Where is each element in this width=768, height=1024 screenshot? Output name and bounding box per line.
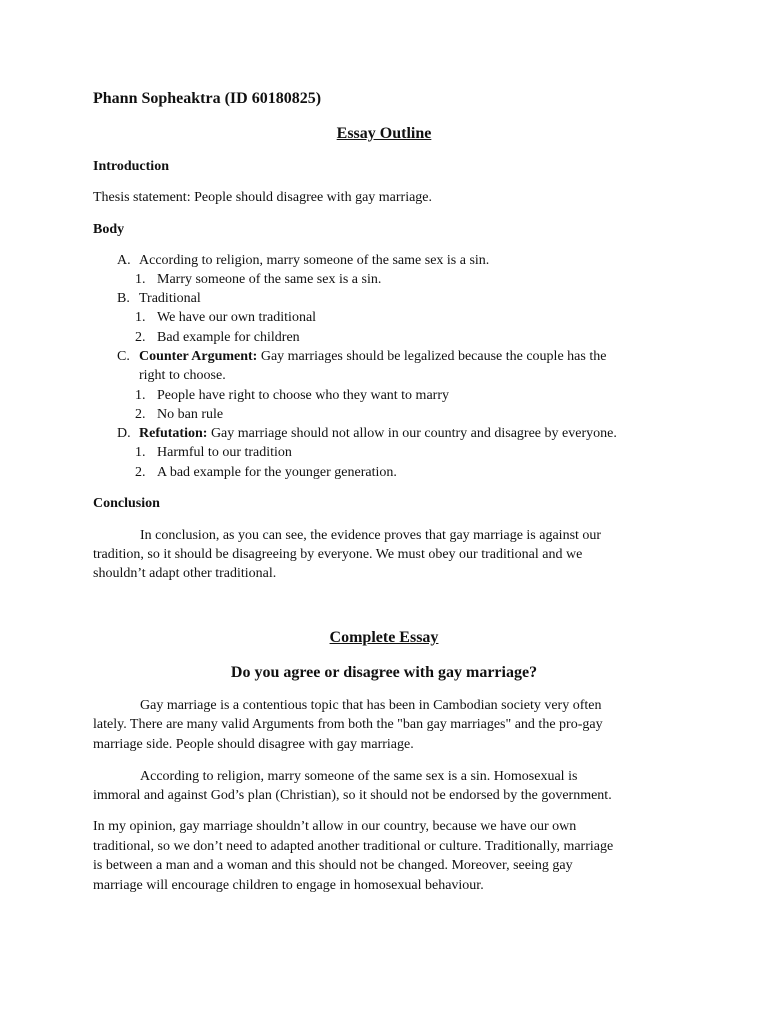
- outline-item-c-sub-2-marker: 2.: [135, 407, 146, 422]
- outline-item-b-sub-2-marker: 2.: [135, 330, 146, 345]
- conclusion-line-1: In conclusion, as you can see, the evidence proves that gay marriage is against our: [140, 528, 602, 543]
- outline-item-d-sub-2-text: A bad example for the younger generation.: [157, 465, 397, 480]
- conclusion-line-2: tradition, so it should be disagreeing by everyone. We must obey our traditional and we: [93, 547, 583, 562]
- outline-item-a-marker: A.: [117, 253, 131, 268]
- outline-item-c-marker: C.: [117, 349, 130, 364]
- essay-paragraph-3-line-2: traditional, so we don’t need to adapted another traditional or culture. Traditionally, marriage: [93, 839, 614, 854]
- essay-paragraph-1-line-3: marriage side. People should disagree with gay marriage.: [93, 737, 414, 752]
- thesis-statement: Thesis statement: People should disagree with gay marriage.: [93, 190, 433, 205]
- outline-item-d-sub-2-marker: 2.: [135, 465, 146, 480]
- outline-item-b-sub-1-marker: 1.: [135, 310, 146, 325]
- outline-item-c-line: [139, 347, 606, 366]
- outline-item-d-sub-1-marker: 1.: [135, 445, 146, 460]
- outline-item-c-sub-1-text: People have right to choose who they want to marry: [157, 388, 449, 403]
- essay-paragraph-1-line-1: Gay marriage is a contentious topic that has been in Cambodian society very often: [140, 698, 602, 713]
- outline-title: Essay Outline: [336, 125, 432, 142]
- outline-item-d-lead: Refutation:: [139, 426, 208, 441]
- outline-item-d-marker: D.: [117, 426, 131, 441]
- essay-paragraph-2-line-2: immoral and against God’s plan (Christian), so it should not be endorsed by the government.: [93, 788, 612, 803]
- outline-item-a-text: According to religion, marry someone of the same sex is a sin.: [139, 253, 490, 268]
- outline-item-b-text: Traditional: [139, 291, 201, 306]
- essay-paragraph-3-line-1: In my opinion, gay marriage shouldn’t allow in our country, because we have our own: [93, 819, 577, 834]
- outline-item-c-text-cont: right to choose.: [139, 368, 226, 383]
- essay-title: Complete Essay: [329, 629, 439, 646]
- essay-paragraph-1-line-2: lately. There are many valid Arguments from both the "ban gay marriages" and the pro-gay: [93, 717, 603, 732]
- essay-question: Do you agree or disagree with gay marriage?: [230, 664, 538, 681]
- outline-item-a-sub-1-text: Marry someone of the same sex is a sin.: [157, 272, 382, 287]
- outline-item-c-sub-1-marker: 1.: [135, 388, 146, 403]
- outline-item-b-marker: B.: [117, 291, 130, 306]
- outline-item-b-sub-2-text: Bad example for children: [157, 330, 300, 345]
- author-name: Phann Sopheaktra (ID 60180825): [93, 90, 322, 107]
- outline-item-c-text: Gay marriages should be legalized because the couple has the: [257, 349, 607, 364]
- essay-paragraph-3-line-4: marriage will encourage children to engage in homosexual behaviour.: [93, 878, 484, 893]
- essay-paragraph-3-line-3: is between a man and a woman and this should not be changed. Moreover, seeing gay: [93, 858, 573, 873]
- essay-paragraph-2-line-1: According to religion, marry someone of the same sex is a sin. Homosexual is: [140, 769, 578, 784]
- outline-item-b-sub-1-text: We have our own traditional: [157, 310, 317, 325]
- conclusion-heading: Conclusion: [93, 496, 160, 511]
- outline-item-c-sub-2-text: No ban rule: [157, 407, 224, 422]
- outline-item-d-text: Gay marriage should not allow in our country and disagree by everyone.: [207, 426, 617, 441]
- outline-item-a-sub-1-marker: 1.: [135, 272, 146, 287]
- outline-item-d-line: [139, 424, 617, 443]
- conclusion-line-3: shouldn’t adapt other traditional.: [93, 566, 277, 581]
- body-heading: Body: [93, 222, 125, 237]
- outline-item-d-sub-1-text: Harmful to our tradition: [157, 445, 292, 460]
- introduction-heading: Introduction: [93, 159, 169, 174]
- outline-item-c-lead: Counter Argument:: [139, 349, 258, 364]
